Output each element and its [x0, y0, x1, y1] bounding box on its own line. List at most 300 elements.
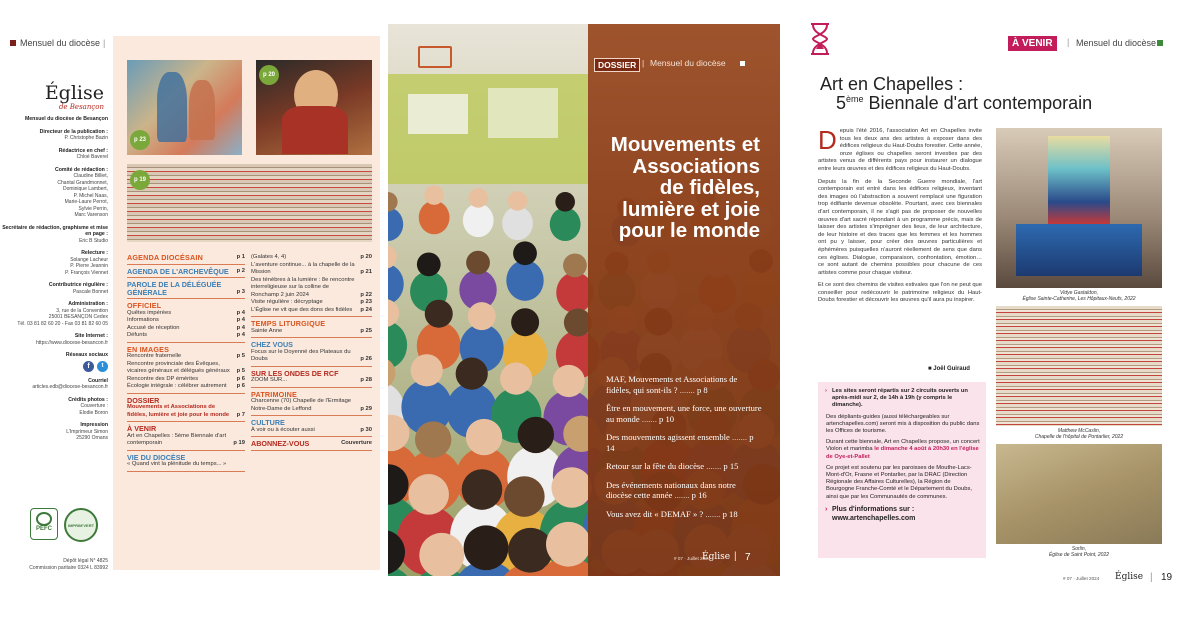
colophon-line: Solange Lacheur	[70, 256, 108, 263]
toc-heading-text: TEMPS LITURGIQUE	[251, 319, 326, 328]
dossier-toc-dots: .......	[729, 432, 750, 442]
imprim-vert-label: IMPRIM'VERT	[67, 523, 95, 528]
toc-entry[interactable]	[127, 404, 245, 419]
toc-entry-text: Focus sur le Doyenné des Plateaux du Doubs	[251, 348, 351, 362]
toc-entry-text: Quêtes impérées	[127, 309, 172, 316]
dossier-cover	[388, 24, 780, 576]
running-head: Mensuel du diocèse	[1076, 38, 1157, 48]
toc-section	[251, 391, 372, 417]
toc-column-right	[251, 254, 372, 454]
colophon-title: Impression	[80, 422, 108, 428]
running-head-marker	[10, 40, 16, 46]
photo-figure	[189, 80, 215, 140]
footer-issue: # 07 · Juillet 2024	[674, 556, 711, 561]
caption-line: Église Sainte-Catherine, Les Hôpitaux-Neufs, 2022	[1022, 296, 1136, 302]
photo-person-head	[546, 522, 591, 567]
toc-heading[interactable]	[127, 302, 245, 310]
colophon-line: 25001 BESANÇON Cedex	[48, 314, 108, 320]
colophon-block	[0, 167, 108, 219]
photo-person-head	[466, 251, 490, 275]
arrow-icon: ›	[825, 388, 827, 394]
toc-heading[interactable]	[251, 320, 372, 328]
running-head: Mensuel du diocèse	[650, 58, 726, 68]
toc-entry-text: L'Église ne vit que des dons des fidèles	[251, 306, 353, 313]
photo-person-head	[419, 533, 464, 576]
colophon-block	[0, 148, 108, 161]
toc-entry[interactable]	[251, 299, 372, 307]
dossier-toc-entry[interactable]	[606, 432, 762, 453]
colophon-line: P. François Viennet	[65, 269, 108, 276]
toc-heading-text: PAROLE DE LA DÉLÉGUÉE GÉNÉRALE	[127, 280, 222, 297]
colophon-line: Pascale Bonnet	[72, 288, 108, 295]
colophon-block	[0, 301, 108, 327]
toc-entry[interactable]	[251, 262, 372, 277]
toc-entry-page: p 20	[360, 254, 372, 260]
toc-entry[interactable]	[251, 277, 372, 300]
dossier-toc-text: Être en mouvement, une force, une ouverture au monde	[606, 403, 762, 424]
toc-entry-text: Rencontre fraternelle	[127, 353, 182, 359]
toc-entry-page: p 30	[360, 426, 372, 433]
box-p2-text: Durant cette biennale, Art en Chapelles propose, un concert Violon et marimba	[826, 439, 980, 453]
toc-entry-page: p 25	[360, 327, 372, 334]
toc-entry-page: p 4	[236, 324, 245, 331]
toc-heading-text: ABONNEZ-VOUS	[251, 439, 310, 448]
dossier-title-line: pour le monde	[618, 219, 760, 242]
toc-section	[251, 320, 372, 338]
photo-person-body	[506, 260, 543, 301]
colophon-line: Eric B Studio	[79, 237, 108, 244]
photo-stacked-cloths	[996, 306, 1162, 426]
running-head-separator: |	[1067, 37, 1070, 47]
toc-rule	[251, 387, 372, 388]
toc-entry[interactable]	[127, 361, 245, 376]
box-more-label: Plus d'informations sur :	[832, 505, 915, 513]
running-head-separator: |	[103, 38, 106, 48]
title-sup: ème	[846, 94, 864, 104]
colophon-title: Crédits photos :	[68, 396, 108, 403]
dossier-title-line: de fidèles,	[659, 176, 760, 199]
toc-rule	[251, 316, 372, 317]
photo-person-head	[513, 241, 537, 265]
toc-entry[interactable]	[127, 353, 245, 361]
toc-heading-page: p 3	[236, 288, 245, 295]
toc-heading[interactable]	[127, 397, 245, 405]
photo-floor-artwork	[996, 444, 1162, 544]
toc-heading[interactable]	[251, 341, 372, 349]
colophon-line: Dominique Lambert,	[62, 186, 108, 192]
dossier-toc-dots: .......	[639, 413, 659, 424]
toc-heading-text: OFFICIEL	[127, 301, 162, 310]
toc-section	[127, 281, 245, 299]
article-title-line1: Art en Chapelles :	[820, 74, 964, 94]
photo-person-head	[504, 476, 545, 517]
dossier-toc-page: p 18	[722, 508, 738, 519]
depot-legal	[10, 558, 108, 571]
toc-heading[interactable]	[127, 454, 245, 462]
colophon-block	[0, 225, 108, 245]
dossier-toc-dots: .......	[703, 508, 723, 519]
toc-heading[interactable]	[251, 419, 372, 427]
toc-section	[251, 370, 372, 388]
tree-icon	[36, 512, 52, 526]
toc-entry-text: (Galates 4, 4)	[251, 254, 287, 260]
footer-logo: Église	[702, 552, 731, 562]
toc-entry-text: Défunts	[127, 332, 147, 338]
toc-entry[interactable]	[251, 427, 372, 435]
colophon-block	[0, 116, 108, 123]
article-body	[818, 125, 982, 310]
toc-entry[interactable]	[127, 376, 245, 384]
toc-heading-text: EN IMAGES	[127, 344, 170, 354]
box-more-url[interactable]: www.artenchapelles.com	[832, 514, 916, 522]
toc-entry-text: « Quand vint la plénitude du temps... »	[127, 461, 227, 467]
colophon-line: Chantal Grandmonnet,	[57, 179, 108, 186]
photo-person-body	[502, 207, 533, 241]
colophon-line: 25290 Ornans	[76, 435, 108, 441]
logo-sub: de Besançon	[58, 103, 104, 111]
caption-line: Chapelle de l'hôpital de Pontarlier, 2022	[1034, 434, 1124, 440]
colophon-title: Rédactrice en chef :	[58, 147, 108, 154]
colophon-block	[0, 250, 108, 276]
toc-rule	[251, 436, 372, 437]
dossier-toc-dots: .......	[672, 490, 692, 500]
toc-entry[interactable]	[127, 433, 245, 448]
footer-page: 19	[1161, 572, 1173, 583]
colophon-line: articles.edb@diocese-besancon.fr	[32, 384, 108, 390]
caption-line: Sorlin,	[1071, 546, 1087, 552]
photo-person-head	[415, 421, 451, 457]
photo-person-head	[411, 354, 443, 386]
toc-entry-text: Des ténèbres à la lumière : 8e rencontre interreligieuse sur la colline de Ronchamp 2 juin 2024	[251, 276, 355, 298]
toc-entry-page: p 7	[236, 411, 245, 418]
colophon-block	[0, 129, 108, 142]
toc-heading[interactable]	[127, 254, 245, 262]
article-paragraph: Et ce sont des chemins de visites estivales que l'on ne peut que conseiller pour redécouvrir le patrimoine religieux du Haut-Doubs forestier et découvrir les œuvres qu'il aura pu inspirer.	[818, 282, 982, 304]
photo-textiles	[127, 164, 372, 242]
dossier-toc-entry[interactable]	[606, 374, 762, 395]
dossier-toc-entry[interactable]	[606, 480, 762, 501]
toc-entry[interactable]	[127, 383, 245, 391]
toc-entry[interactable]	[251, 398, 372, 413]
toc-heading[interactable]	[251, 440, 372, 448]
toc-heading-page: Couverture	[341, 440, 372, 446]
toc-entry-page: p 23	[360, 299, 372, 305]
dossier-toc-entry[interactable]	[606, 509, 762, 520]
colophon	[0, 116, 108, 626]
footer-separator: |	[1150, 572, 1153, 583]
toc-entry[interactable]	[127, 317, 245, 325]
colophon-block	[0, 422, 108, 442]
toc-entry-text: À voir ou à écouter aussi	[251, 426, 315, 433]
photo-person-head	[511, 308, 539, 336]
toc-entry[interactable]	[127, 325, 245, 333]
logo	[28, 84, 104, 111]
toc-entry-text: ZOOM SUR...	[251, 377, 288, 383]
colophon-line: P. Christophe Bazin	[64, 135, 108, 141]
toc-heading[interactable]	[251, 370, 372, 378]
box-p3: Ce projet est soutenu par les paroisses de Mouthe-Lacs-Mont-d'Or, Frasne et Pontarlier, par la DRAC (Direction Régionale des Affaires Culturelles), la Région de Bourgogne Franche-Comté et le Département du Doubs, ainsi que par les Communautés de communes.	[826, 464, 972, 500]
running-head-separator: |	[642, 58, 645, 68]
dossier-title-line: Mouvements et	[610, 133, 760, 156]
sommaire-panel	[113, 36, 380, 570]
photo-person-head	[553, 365, 585, 397]
title-rest: Biennale d'art contemporain	[863, 93, 1093, 113]
photo-carpet	[1016, 224, 1142, 276]
toc-entry[interactable]	[127, 461, 245, 469]
photo-church-interior	[996, 128, 1162, 288]
logo-name: Église	[44, 82, 104, 104]
photo-person-head	[466, 419, 502, 455]
arrow-icon: ›	[825, 505, 828, 513]
colophon-line: Tél. 03 81 82 60 20 - Fax 03 81 82 60 05	[17, 320, 108, 327]
toc-heading-text: CHEZ VOUS	[251, 340, 293, 349]
colophon-block	[0, 282, 108, 295]
toc-section	[251, 341, 372, 367]
page-badge: p 20	[259, 65, 279, 85]
hourglass-icon	[808, 22, 832, 56]
photo-person-head	[508, 191, 528, 211]
info-box	[818, 382, 986, 558]
toc-entry-text: L'aventure continue... à la chapelle de la Mission	[251, 261, 355, 275]
colophon-title: Administration :	[68, 301, 108, 307]
toc-entry-page: p 28	[360, 377, 372, 383]
toc-entry-text: Art en Chapelles : 5ème Biennale d'art contemporain	[127, 432, 227, 446]
dossier-toc-page: p 8	[696, 384, 708, 395]
toc-heading[interactable]	[127, 346, 245, 354]
photo-person-head	[408, 474, 449, 515]
caption-line: Vidye Gastaldon,	[1060, 290, 1098, 296]
toc-entry-page: p 22	[360, 291, 372, 298]
toc-section	[251, 440, 372, 451]
toc-entry-page: p 26	[360, 356, 372, 362]
title-number: 5	[836, 93, 847, 113]
photo-person-head	[462, 469, 503, 510]
article-title-line2	[836, 93, 1092, 114]
section-label: À VENIR	[1008, 36, 1057, 51]
dossier-toc-text: Des événements nationaux dans notre diocèse cette année	[606, 479, 736, 500]
dossier-toc-page: p 10	[659, 413, 675, 424]
toc-entry-page: p 4	[236, 332, 245, 338]
toc-heading-text: SUR LES ONDES DE RCF	[251, 368, 339, 378]
left-page	[0, 0, 388, 600]
photo-person-head	[563, 253, 587, 277]
photo-statue	[256, 60, 372, 155]
caption	[996, 290, 1162, 302]
toc-section	[127, 302, 245, 343]
colophon-title: Secrétaire de rédaction, graphisme et mise en page :	[2, 224, 108, 237]
colophon-title: Courriel	[88, 377, 108, 384]
toc-entry[interactable]	[251, 307, 372, 315]
social-icons	[0, 361, 108, 372]
colophon-title: Mensuel du diocèse de Besançon	[24, 116, 108, 122]
dossier-toc-page: p 16	[691, 490, 707, 500]
caption-line: Église de Saint Point, 2022	[1048, 552, 1110, 558]
toc-section	[251, 254, 372, 317]
drop-cap: D	[818, 125, 837, 155]
colophon-line: Chloé Baverel	[76, 154, 108, 160]
toc-heading[interactable]	[251, 391, 372, 399]
paragraph-text: epuis l'été 2016, l'association Art en Chapelles invite tous les deux ans des artistes à exposer dans des édifices religieux du Haut-Doubs forestier. Cette année, onze églises ou chapelles seront investies par des artistes venus de différents pays pour instaurer un dialogue entre leurs œuvres et des édifices religieux du Haut-Doubs.	[818, 128, 982, 172]
author-name: Joël Guiraud	[933, 366, 970, 372]
dossier-toc-text: MAF, Mouvements et Associations de fidèles, qui sont-ils ?	[606, 374, 738, 395]
toc-entry-text: Rencontre provinciale des Évêques, vicaires généraux et délégués généraux	[127, 360, 230, 374]
toc-heading-text: PATRIMOINE	[251, 389, 298, 399]
colophon-title: Comité de rédaction :	[54, 166, 108, 173]
depot-line: Dépôt légal N° 4825	[63, 558, 108, 564]
folder-icon	[418, 46, 452, 68]
dossier-toc-page: p 14	[606, 432, 754, 453]
toc-rule	[127, 450, 245, 451]
box-more	[826, 505, 980, 523]
toc-entry[interactable]	[251, 254, 372, 262]
toc-entry-page: p 5	[236, 353, 245, 359]
toc-entry-text: Accusé de réception	[127, 324, 180, 331]
dossier-toc-dots: .......	[677, 384, 697, 395]
colophon-title: Contributrice régulière :	[48, 282, 108, 288]
toc-rule	[251, 415, 372, 416]
dossier-toc-text: Vous avez dit « DEMAF » ?	[606, 508, 704, 519]
colophon-line: 3, rue de la Convention	[56, 307, 108, 314]
dossier-toc	[606, 374, 762, 527]
photo-person-head	[468, 188, 488, 208]
toc-heading-text: À VENIR	[127, 424, 157, 433]
toc-entry-page: p 4	[236, 317, 245, 323]
colophon-line: Elodie Boron	[79, 409, 108, 416]
toc-rule	[127, 471, 245, 472]
toc-entry-text: Mouvements et Associations de fidèles, lumière et joie pour le monde	[127, 404, 230, 418]
page-badge: p 19	[130, 170, 150, 190]
colophon-line: https://www.diocese-besancon.fr	[36, 339, 108, 346]
colophon-line: P. Pierre Jeannin	[70, 263, 108, 269]
dossier-title-line: lumière et joie	[622, 197, 760, 221]
toc-heading-text: VIE DU DIOCÈSE	[127, 452, 186, 462]
caption	[996, 428, 1162, 440]
colophon-line: Marie-Laure Perrot,	[64, 199, 108, 205]
toc-heading-text: AGENDA DE L'ARCHEVÊQUE	[127, 266, 229, 276]
twitter-icon[interactable]: t	[97, 361, 108, 372]
toc-section	[127, 397, 245, 423]
photo-person-head	[551, 467, 592, 508]
colophon-line: Marc Varenson	[74, 212, 108, 218]
footer-separator: |	[734, 551, 737, 562]
colophon-title: Directeur de la publication :	[39, 128, 108, 135]
box-lead	[826, 388, 980, 410]
pefc-label: PEFC	[35, 526, 52, 532]
toc-entry[interactable]	[251, 349, 372, 364]
dossier-toc-page: p 15	[723, 461, 739, 471]
box-p1: Des dépliants-guides (aussi téléchargeables sur artenchapelles.com) seront mis à disposition du public dans les Offices de tourisme.	[826, 413, 980, 435]
dossier-title-line: Associations	[632, 154, 760, 178]
photo-person-head	[555, 192, 575, 212]
toc-entry[interactable]	[127, 332, 245, 340]
photo-figure	[157, 72, 187, 142]
box-p2	[826, 439, 980, 461]
dossier-toc-entry[interactable]	[606, 403, 762, 424]
photo-person-head	[500, 362, 532, 394]
toc-rule	[127, 298, 245, 299]
dossier-toc-entry[interactable]	[606, 461, 762, 472]
photo-person-head	[464, 525, 509, 570]
toc-section	[127, 268, 245, 279]
toc-entry-text: Rencontre des DP émérites	[127, 375, 199, 382]
toc-entry-text: Sainte Anne	[251, 327, 283, 334]
toc-entry[interactable]	[251, 328, 372, 336]
toc-section	[127, 254, 245, 265]
page-badge: p 23	[130, 130, 150, 150]
imprim-vert-logo	[64, 508, 98, 542]
colophon-block	[0, 397, 108, 417]
toc-heading-text: DOSSIER	[127, 395, 160, 405]
toc-entry[interactable]	[127, 310, 245, 318]
toc-heading-page: p 1	[236, 254, 245, 260]
toc-heading[interactable]	[127, 281, 245, 296]
dossier-toc-dots: .......	[704, 461, 724, 471]
toc-rule	[127, 277, 245, 278]
toc-section	[127, 454, 245, 472]
footer-page: 7	[745, 552, 751, 563]
right-page	[780, 0, 1200, 600]
toc-entry-page: p 5	[236, 368, 245, 374]
photo-person-head	[425, 300, 453, 328]
toc-entry-text: Charcenne (70) Chapelle de l'Ermitage Notre-Dame de Leffond	[251, 398, 352, 412]
dossier-toc-text: Retour sur la fête du diocèse	[606, 461, 705, 471]
toc-section	[127, 425, 245, 451]
toc-rule	[251, 450, 372, 451]
photo-person-head	[468, 302, 496, 330]
colophon-line: Couverture :	[80, 403, 108, 409]
toc-heading-text: CULTURE	[251, 418, 285, 427]
toc-heading[interactable]	[127, 425, 245, 433]
facebook-icon[interactable]: f	[83, 361, 94, 372]
article-paragraph: Depuis la fin de la Seconde Guerre mondiale, l'art contemporain est entré dans les édifices religieux, inventant des images où l'abstraction a souvent remplacé une figuration trop édifiante devenue obsolète. Pourtant, avec ces biennales d'art contemporain, il ne s'agit pas de proposer de nouvelles œuvres d'art sacré répondant à un programme précis, mais de laisser des artistes s'imprégner des lieux, de leur architecture, de leur histoire et des traces que les femmes et les hommes ont pu y laisser, pour créer des œuvres particulières et éphémères puisquelles n'auront réellement de sens que dans ces églises. Dialogue, comparaison, confrontation, émotion… ce sont autant de chemins possibles pour chacune de ces artistes comme pour chaque visiteur.	[818, 178, 982, 276]
caption-line: Matthew McCaslin,	[1057, 428, 1101, 434]
photo-person-head	[424, 185, 444, 205]
toc-heading-page: p 2	[236, 267, 245, 274]
colophon-line: L'Imprimeur Simon	[66, 428, 108, 435]
colophon-line: Claudine Billiet,	[73, 173, 108, 179]
photo-fresco	[127, 60, 242, 155]
running-head-marker	[1157, 40, 1163, 46]
toc-rule	[127, 393, 245, 394]
box-lead-text: Les sites seront répartis sur 2 circuits ouverts un après-midi sur 2, de 14h à 19h (y compris le dimanche).	[832, 388, 968, 409]
footer-issue: # 07 · Juillet 2024	[1063, 576, 1100, 581]
dossier-title	[588, 134, 760, 242]
running-head-marker	[740, 61, 745, 66]
colophon-title: Relecture :	[81, 250, 108, 256]
box-p2-highlight: le dimanche 4 août à 20h30 en l'église de Oye-et-Pallet	[826, 446, 979, 460]
photo-person-head	[417, 252, 441, 276]
author: ■ Joël Guiraud	[928, 366, 970, 372]
colophon-title: Site Internet :	[74, 333, 108, 339]
dossier-label: DOSSIER	[594, 58, 640, 72]
photo-person-head	[518, 417, 554, 453]
toc-entry-page: p 24	[360, 306, 372, 313]
photo-person-body	[463, 204, 494, 238]
toc-entry-text: Écologie intégrale : célébrer autrement	[127, 383, 227, 389]
dossier-toc-text: Des mouvements agissent ensemble	[606, 432, 730, 442]
photo-person-body	[550, 207, 581, 241]
toc-rule	[127, 264, 245, 265]
toc-entry-page: p 21	[360, 269, 372, 275]
toc-entry-page: p 29	[360, 405, 372, 412]
toc-entry[interactable]	[251, 377, 372, 385]
photo-robe	[282, 106, 348, 154]
photo-person-body	[419, 201, 450, 235]
toc-rule	[251, 366, 372, 367]
footer-logo: Église	[1115, 572, 1144, 582]
toc-heading[interactable]	[127, 268, 245, 276]
toc-column-left	[127, 254, 245, 475]
